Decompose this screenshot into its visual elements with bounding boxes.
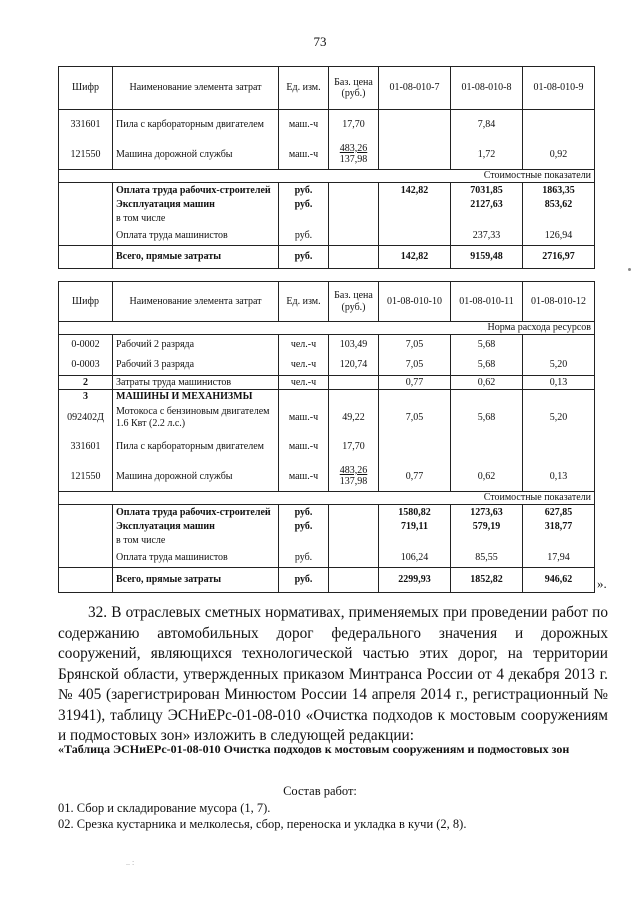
norm-label: Норма расхода ресурсов <box>59 322 595 335</box>
cell-value: 106,24 <box>379 548 451 568</box>
cell-name: Мотокоса с бензиновым двигателем 1.6 Квт (2.2 л.с.) <box>113 404 279 432</box>
cell-value: 0,13 <box>523 376 595 390</box>
table-row <box>59 404 595 432</box>
header-norm-code: 01-08-010-8 <box>451 67 523 110</box>
cell-value: 7,05 <box>379 404 451 432</box>
cell-value <box>379 110 451 140</box>
table-title: «Таблица ЭСНиЕРс-01-08-010 Очистка подходов к мостовым сооружениям и подмостовых зон <box>58 742 570 756</box>
cell-unit: руб. <box>279 505 329 520</box>
cell-code: 121550 <box>59 462 113 492</box>
cell-value: 0,77 <box>379 462 451 492</box>
works-item: 02. Срезка кустарника и мелколесья, сбор, переноска и укладка в кучи (2, 8). <box>58 817 467 831</box>
summary-row-total <box>59 246 595 269</box>
cell-value: 85,55 <box>451 548 523 568</box>
paragraph-32: 32. В отраслевых сметных нормативах, применяемых при проведении работ по содержанию автомобильных дорог федерального значения и дорожных сооружений, являющихся технологической частью этих дорог, на территории Брянской области, утвержденных приказом Минтранса России от 4 декабря 2013 г. № 405 (зарегистрирован Минюстом России 14 апреля 2014 г., регистрационный № 31941), таблицу ЭСНиЕРс-01-08-010 «Очистка подходов к мостовым сооружениям и подмостовых зон» изложить в следующей редакции: <box>58 604 608 744</box>
cell-name: Рабочий 3 разряда <box>113 355 279 376</box>
cell-value <box>523 335 595 355</box>
cell-code: 2 <box>59 376 113 390</box>
cell-name: Затраты труда машинистов <box>113 376 279 390</box>
cell-name: Оплата труда рабочих-строителей <box>113 505 279 520</box>
price-secondary: 137,98 <box>339 154 368 166</box>
cell-name: Оплата труда машинистов <box>113 548 279 568</box>
section-label: Стоимостные показатели <box>59 492 595 505</box>
section-label-row <box>59 170 595 183</box>
cell-value: 719,11 <box>379 520 451 535</box>
closing-quote: ». <box>597 576 607 591</box>
cell-code: 092402Д <box>59 404 113 432</box>
cell-code: 331601 <box>59 432 113 462</box>
cell-value: 0,77 <box>379 376 451 390</box>
cell-value: 7,84 <box>451 110 523 140</box>
cell-code: 0-0003 <box>59 355 113 376</box>
cell-value <box>379 140 451 170</box>
table-row <box>59 462 595 492</box>
header-price: Баз. цена (руб.) <box>329 67 379 110</box>
cell-value: 2127,63 <box>451 198 523 213</box>
cell-unit: чел.-ч <box>279 355 329 376</box>
cell-value: 7031,85 <box>451 183 523 198</box>
cell-value: 5,20 <box>523 355 595 376</box>
cell-name: в том числе <box>113 535 279 548</box>
scan-mark: .. : <box>126 858 135 867</box>
cell-name: Эксплуатация машин <box>113 198 279 213</box>
cell-value: 0,62 <box>451 376 523 390</box>
cell-unit: маш.-ч <box>279 110 329 140</box>
section-label-row <box>59 492 595 505</box>
summary-row <box>59 198 595 213</box>
cell-value <box>523 432 595 462</box>
cell-value: 0,62 <box>451 462 523 492</box>
cost-table-1 <box>58 66 595 269</box>
cell-value: 627,85 <box>523 505 595 520</box>
cell-value: 1580,82 <box>379 505 451 520</box>
cell-value <box>451 432 523 462</box>
cell-value: 1,72 <box>451 140 523 170</box>
cell-name: Всего, прямые затраты <box>113 568 279 593</box>
cell-name: Оплата труда рабочих-строителей <box>113 183 279 198</box>
cell-name: Оплата труда машинистов <box>113 226 279 246</box>
cell-value: 1863,35 <box>523 183 595 198</box>
cell-code: 0-0002 <box>59 335 113 355</box>
header-price: Баз. цена (руб.) <box>329 282 379 322</box>
cell-price: 120,74 <box>329 355 379 376</box>
header-unit: Ед. изм. <box>279 282 329 322</box>
cell-value: 126,94 <box>523 226 595 246</box>
cell-value: 142,82 <box>379 246 451 269</box>
norm-label-row <box>59 322 595 335</box>
cell-value: 7,05 <box>379 335 451 355</box>
cell-name: Эксплуатация машин <box>113 520 279 535</box>
cell-value: 0,92 <box>523 140 595 170</box>
table-row <box>59 140 595 170</box>
cell-value: 237,33 <box>451 226 523 246</box>
summary-row <box>59 548 595 568</box>
cell-name: Пила с карбораторным двигателем <box>113 110 279 140</box>
cell-value: 5,68 <box>451 404 523 432</box>
header-norm-code: 01-08-010-7 <box>379 67 451 110</box>
cell-unit: руб. <box>279 548 329 568</box>
summary-row <box>59 226 595 246</box>
cell-price <box>329 140 379 170</box>
cell-code: 3 <box>59 390 113 404</box>
cost-table-2 <box>58 281 595 593</box>
cell-value: 5,68 <box>451 355 523 376</box>
table-header-row <box>59 67 595 110</box>
cell-value: 579,19 <box>451 520 523 535</box>
cell-value <box>523 110 595 140</box>
cell-value: 853,62 <box>523 198 595 213</box>
cell-value: 318,77 <box>523 520 595 535</box>
cell-value: 5,68 <box>451 335 523 355</box>
cell-value: 9159,48 <box>451 246 523 269</box>
cell-unit: руб. <box>279 246 329 269</box>
header-name: Наименование элемента затрат <box>113 282 279 322</box>
header-code: Шифр <box>59 282 113 322</box>
works-item: 01. Сбор и складирование мусора (1, 7). <box>58 801 271 815</box>
header-norm-code: 01-08-010-12 <box>523 282 595 322</box>
cell-value: 0,13 <box>523 462 595 492</box>
cell-unit: маш.-ч <box>279 140 329 170</box>
section-title: МАШИНЫ И МЕХАНИЗМЫ <box>113 390 279 404</box>
cell-value: 946,62 <box>523 568 595 593</box>
cell-code: 331601 <box>59 110 113 140</box>
cell-value: 5,20 <box>523 404 595 432</box>
machines-section-row <box>59 390 595 404</box>
cell-value <box>379 226 451 246</box>
cell-name: Всего, прямые затраты <box>113 246 279 269</box>
cell-value: 17,94 <box>523 548 595 568</box>
cell-unit: руб. <box>279 568 329 593</box>
table-row <box>59 432 595 462</box>
cell-name: Рабочий 2 разряда <box>113 335 279 355</box>
header-code: Шифр <box>59 67 113 110</box>
cell-price: 49,22 <box>329 404 379 432</box>
table-row <box>59 355 595 376</box>
works-heading: Состав работ: <box>283 784 357 798</box>
cell-value: 7,05 <box>379 355 451 376</box>
header-norm-code: 01-08-010-11 <box>451 282 523 322</box>
cell-value: 2716,97 <box>523 246 595 269</box>
header-norm-code: 01-08-010-9 <box>523 67 595 110</box>
price-underlined: 483,26 <box>339 464 368 476</box>
cell-price: 103,49 <box>329 335 379 355</box>
table-row <box>59 110 595 140</box>
cell-value <box>379 432 451 462</box>
cell-name: Машина дорожной службы <box>113 140 279 170</box>
cell-unit: руб. <box>279 183 329 198</box>
summary-row <box>59 213 595 226</box>
cell-unit: чел.-ч <box>279 335 329 355</box>
cell-value: 142,82 <box>379 183 451 198</box>
price-secondary: 137,98 <box>339 476 368 488</box>
table-row <box>59 335 595 355</box>
cell-unit: маш.-ч <box>279 432 329 462</box>
summary-row-total <box>59 568 595 593</box>
header-name: Наименование элемента затрат <box>113 67 279 110</box>
section-label: Стоимостные показатели <box>59 170 595 183</box>
cell-unit: руб. <box>279 520 329 535</box>
cell-name: Пила с карбораторным двигателем <box>113 432 279 462</box>
scan-dot <box>628 268 631 271</box>
cell-unit: руб. <box>279 198 329 213</box>
cell-value: 2299,93 <box>379 568 451 593</box>
cell-unit: чел.-ч <box>279 376 329 390</box>
cell-unit: руб. <box>279 226 329 246</box>
cell-value <box>379 198 451 213</box>
cell-price: 17,70 <box>329 110 379 140</box>
cell-price <box>329 462 379 492</box>
cell-unit: маш.-ч <box>279 462 329 492</box>
summary-row <box>59 505 595 520</box>
page-number: 73 <box>313 34 327 49</box>
summary-row <box>59 183 595 198</box>
cell-price: 17,70 <box>329 432 379 462</box>
summary-row <box>59 520 595 535</box>
price-underlined: 483,26 <box>339 142 368 154</box>
cell-unit: маш.-ч <box>279 404 329 432</box>
header-unit: Ед. изм. <box>279 67 329 110</box>
header-norm-code: 01-08-010-10 <box>379 282 451 322</box>
summary-row <box>59 535 595 548</box>
table-header-row <box>59 282 595 322</box>
cell-code: 121550 <box>59 140 113 170</box>
cell-name: в том числе <box>113 213 279 226</box>
cell-name: Машина дорожной службы <box>113 462 279 492</box>
table-row <box>59 376 595 390</box>
cell-value: 1273,63 <box>451 505 523 520</box>
cell-value: 1852,82 <box>451 568 523 593</box>
